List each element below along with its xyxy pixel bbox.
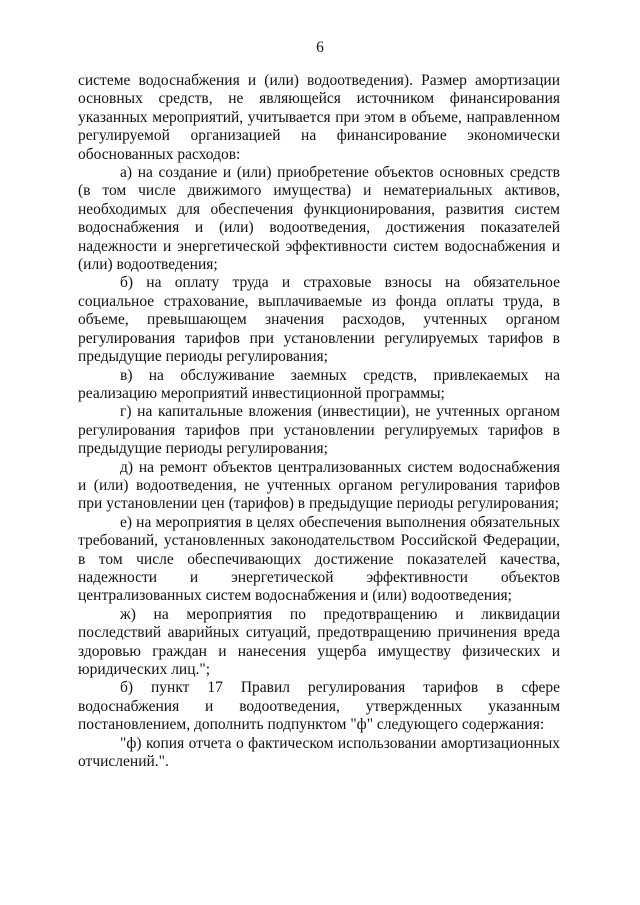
paragraph-item-b: б) на оплату труда и страховые взносы на обязательное социальное страхование, выплачиваемые из фонда оплаты труда, в объеме, превышающем значения расходов, учтенных органом регулирования тарифов при установлении регулируемых тарифов в предыдущие периоды регулирования; [78, 274, 560, 366]
paragraph-item-d: д) на ремонт объектов централизованных систем водоснабжения и (или) водоотведения, не учтенных органом регулирования тарифов при установлении цен (тарифов) в предыдущие периоды регулирования; [78, 458, 560, 513]
paragraph-item-v: в) на обслуживание заемных средств, привлекаемых на реализацию мероприятий инвестиционной программы; [78, 366, 560, 402]
page-number: 6 [316, 39, 324, 56]
paragraph-amendment-b: б) пункт 17 Правил регулирования тарифов в сфере водоснабжения и водоотведения, утвержденных указанным постановлением, дополнить подпунктом "ф" следующего содержания: [78, 679, 560, 734]
paragraph-subitem-f: "ф) копия отчета о фактическом использовании амортизационных отчислений.". [78, 734, 560, 771]
paragraph-item-e: е) на мероприятия в целях обеспечения выполнения обязательных требований, установленных законодательством Российской Федерации, в том числе обеспечивающих достижение показателей качества, надежности и энергетической эффективности объектов централизованных систем водоснабжения и (или) водоотведения; [78, 513, 560, 605]
paragraph-item-a: а) на создание и (или) приобретение объектов основных средств (в том числе движимого имущества) и нематериальных активов, необходимых для обеспечения функционирования, развития систем водоснабжения и (или) водоотведения, достижения показателей надежности и энергетической эффективности систем водоснабжения и (или) водоотведения; [78, 164, 560, 274]
paragraph-item-zh: ж) на мероприятия по предотвращению и ликвидации последствий аварийных ситуаций, предотвращению причинения вреда здоровью граждан и нанесения ущерба имуществу физических и юридических лиц."; [78, 605, 560, 678]
paragraph-intro: системе водоснабжения и (или) водоотведения). Размер амортизации основных средств, не являющейся источником финансирования указанных мероприятий, учитывается при этом в объеме, направленном регулируемой организацией на финансирование экономически обоснованных расходов: [78, 72, 560, 163]
paragraph-item-g: г) на капитальные вложения (инвестиции), не учтенных органом регулирования тарифов при установлении регулируемых тарифов в предыдущие периоды регулирования; [78, 403, 560, 458]
document-body [78, 72, 560, 771]
